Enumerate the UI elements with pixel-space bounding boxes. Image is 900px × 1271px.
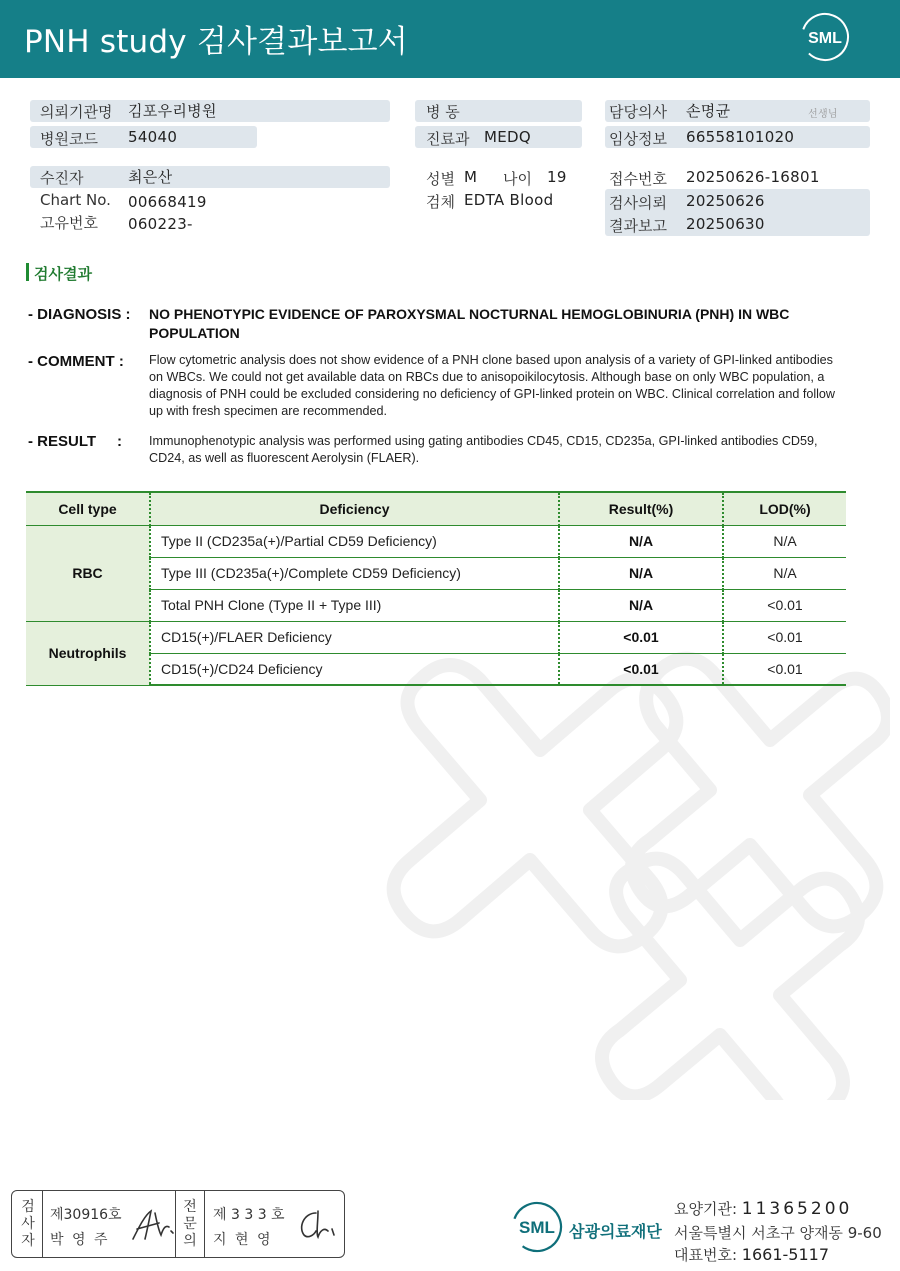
department-value: MEDQ <box>484 128 531 146</box>
table-row <box>26 525 846 557</box>
lod-cell: <0.01 <box>723 621 846 653</box>
age-label: 나이 <box>503 170 532 188</box>
cell-type-rbc: RBC <box>26 525 150 621</box>
care-code-value: 11365200 <box>741 1199 853 1219</box>
watermark-cross-icon <box>330 640 890 1100</box>
department-label: 진료과 <box>426 130 470 148</box>
report-date-label: 결과보고 <box>609 217 667 235</box>
requesting-org-label: 의뢰기관명 <box>40 103 113 121</box>
chart-no-value: 00668419 <box>128 193 207 211</box>
table-header-row <box>26 492 846 525</box>
sex-value: M <box>464 168 478 186</box>
result-text: Immunophenotypic analysis was performed using gating antibodies CD45, CD15, CD235a, GPI-linked antibodies CD59, CD24, as well as fluorescent Aerolysin (FLAER). <box>149 434 818 465</box>
result-cell: N/A <box>559 525 723 557</box>
doctor-label: 담당의사 <box>609 103 667 121</box>
deficiency-cell: Type II (CD235a(+)/Partial CD59 Deficiency) <box>150 525 559 557</box>
patient-label: 수진자 <box>40 169 84 187</box>
diagnosis-text: NO PHENOTYPIC EVIDENCE OF PAROXYSMAL NOCTURNAL HEMOGLOBINURIA (PNH) IN WBC POPULATION <box>149 306 790 341</box>
sml-logo-text: SML <box>808 30 842 47</box>
examiner-label: 검 사 자 <box>21 1199 35 1249</box>
footer-sml-logo-text: SML <box>519 1218 555 1237</box>
deficiency-cell: Total PNH Clone (Type II + Type III) <box>150 589 559 621</box>
table-header-deficiency: Deficiency <box>150 492 559 525</box>
result-cell: <0.01 <box>559 621 723 653</box>
specialist-license: 제 3 3 3 호 <box>213 1207 285 1223</box>
receipt-value: 20250626-16801 <box>686 168 820 186</box>
hospital-code-value: 54040 <box>128 128 178 146</box>
unique-id-label: 고유번호 <box>40 214 98 232</box>
cell-type-neutrophils: Neutrophils <box>26 621 150 685</box>
lod-cell: <0.01 <box>723 653 846 685</box>
clinical-info-label: 임상정보 <box>609 130 667 148</box>
care-code <box>674 1198 852 1219</box>
comment-text: Flow cytometric analysis does not show evidence of a PNH clone based upon analysis of a variety of GPI-linked antibodies on WBCs. We could not get available data on RBCs due to anisopoikilocytosis. Although base on only WBC population, a diagnosis of PNH could be excluded considering no deficiency of GPI-linked protein on WBC. Clinical correlation and follow up with fresh specimen are recommended. <box>149 353 836 418</box>
specimen-label: 검체 <box>426 193 455 211</box>
lod-cell: N/A <box>723 525 846 557</box>
receipt-label: 접수번호 <box>609 170 667 188</box>
result-cell: N/A <box>559 557 723 589</box>
section-title: 검사결과 <box>34 265 92 283</box>
header-bar <box>0 0 900 78</box>
table-header-result: Result(%) <box>559 492 723 525</box>
table-header-lod: LOD(%) <box>723 492 846 525</box>
request-date-label: 검사의뢰 <box>609 194 667 212</box>
care-code-label: 요양기관: <box>674 1200 738 1218</box>
clinical-info-value: 66558101020 <box>686 128 795 146</box>
deficiency-cell: CD15(+)/CD24 Deficiency <box>150 653 559 685</box>
specialist-signature-icon <box>294 1205 340 1245</box>
ward-label: 병 동 <box>426 103 460 121</box>
section-marker <box>26 263 29 281</box>
request-date-value: 20250626 <box>686 192 765 210</box>
phone-value: 1661-5117 <box>741 1245 830 1264</box>
org-name: 삼광의료재단 <box>569 1222 662 1241</box>
patient-row <box>30 166 390 188</box>
table-header-cell-type: Cell type <box>26 492 150 525</box>
doctor-value: 손명균 <box>686 102 731 120</box>
sml-logo-icon <box>800 12 850 62</box>
org-address: 서울특별시 서초구 양재동 9-60 <box>674 1224 882 1242</box>
examiner-name: 박 영 주 <box>50 1232 110 1248</box>
examiner-license: 제30916호 <box>50 1207 122 1223</box>
specimen-value: EDTA Blood <box>464 191 554 209</box>
phone-label: 대표번호: <box>674 1246 738 1264</box>
patient-value: 최은산 <box>128 168 173 186</box>
diagnosis-label: - DIAGNOSIS : <box>28 306 131 323</box>
hospital-code-label: 병원코드 <box>40 130 98 148</box>
sex-label: 성별 <box>426 170 455 188</box>
requesting-org-value: 김포우리병원 <box>128 102 217 120</box>
specialist-label: 전 문 의 <box>183 1199 197 1249</box>
phone <box>674 1244 829 1265</box>
report-date-value: 20250630 <box>686 215 765 233</box>
unique-id-value: 060223- <box>128 215 193 233</box>
signature-box <box>11 1190 345 1258</box>
chart-no-label: Chart No. <box>40 191 111 209</box>
result-label: - RESULT <box>28 433 97 450</box>
doctor-suffix: 선생님 <box>808 109 838 120</box>
report-title: PNH study 검사결과보고서 <box>24 24 408 60</box>
specialist-name: 지 현 영 <box>213 1232 273 1248</box>
result-colon: : <box>117 433 122 450</box>
comment-label: - COMMENT : <box>28 353 124 370</box>
lod-cell: N/A <box>723 557 846 589</box>
result-cell: N/A <box>559 589 723 621</box>
examiner-signature-icon <box>129 1205 179 1245</box>
age-value: 19 <box>547 168 567 186</box>
deficiency-cell: Type III (CD235a(+)/Complete CD59 Deficiency) <box>150 557 559 589</box>
result-cell: <0.01 <box>559 653 723 685</box>
results-table <box>26 491 846 686</box>
deficiency-cell: CD15(+)/FLAER Deficiency <box>150 621 559 653</box>
table-row <box>26 621 846 653</box>
footer-sml-logo-icon <box>510 1200 564 1254</box>
lod-cell: <0.01 <box>723 589 846 621</box>
